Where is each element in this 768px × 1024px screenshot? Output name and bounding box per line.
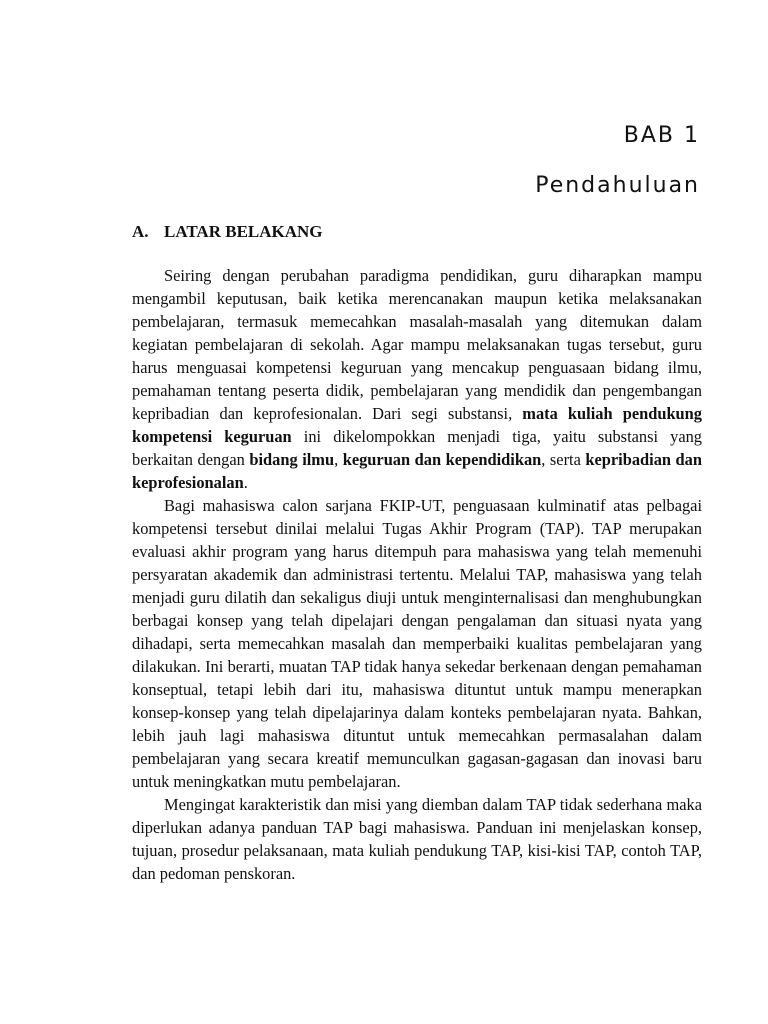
- paragraph-1-bold-2: bidang ilmu: [249, 450, 335, 469]
- section-heading: [132, 220, 323, 244]
- paragraph-1-text-2: ini dikelompokkan menjadi tiga, yaitu substansi yang berkaitan dengan: [132, 427, 703, 469]
- paragraph-1-text-3: ,: [334, 450, 343, 469]
- section-title: LATAR BELAKANG: [164, 222, 323, 241]
- paragraph-1: [132, 264, 702, 494]
- paragraph-1-text-4: , serta: [541, 450, 586, 469]
- paragraph-1-text-5: .: [243, 473, 248, 492]
- document-body: [132, 264, 702, 885]
- chapter-number: BAB 1: [623, 123, 700, 148]
- paragraph-2: Bagi mahasiswa calon sarjana FKIP-UT, penguasaan kulminatif atas pelbagai kompetensi tersebut dinilai melalui Tugas Akhir Program (TAP). TAP merupakan evaluasi akhir program yang harus ditempuh para mahasiswa yang telah memenuhi persyaratan akademik dan administrasi tertentu. Melalui TAP, mahasiswa yang telah menjadi guru dilatih dan sekaligus diuji untuk menginternalisasi dan menghubungkan berbagai konsep yang telah dipelajari dengan pengalaman dan situasi nyata yang dihadapi, serta memecahkan masalah dan memperbaiki kualitas pembelajaran yang dilakukan. Ini berarti, muatan TAP tidak hanya sekedar berkenaan dengan pemahaman konseptual, tetapi lebih dari itu, mahasiswa dituntut untuk mampu menerapkan konsep-konsep yang telah dipelajarinya dalam konteks pembelajaran nyata. Bahkan, lebih jauh lagi mahasiswa dituntut untuk memecahkan permasalahan dalam pembelajaran yang secara kreatif memunculkan gagasan-gagasan dan inovasi baru untuk meningkatkan mutu pembelajaran.: [132, 496, 702, 791]
- paragraph-1-bold-4: kepribadian dan keprofesionalan: [132, 450, 702, 492]
- chapter-title: Pendahuluan: [535, 173, 700, 198]
- paragraph-1-text-1: Seiring dengan perubahan paradigma pendidikan, guru diharapkan mampu mengambil keputusan, baik ketika merencanakan maupun ketika melaksanakan pembelajaran, termasuk memecahkan masalah-masalah yang ditemukan dalam kegiatan pembelajaran di sekolah. Agar mampu melaksanakan tugas tersebut, guru harus menguasai kompetensi keguruan yang mencakup penguasaan bidang ilmu, pemahaman tentang peserta didik, pembelajaran yang mendidik dan pengembangan kepribadian dan keprofesionalan. Dari segi substansi,: [132, 266, 702, 423]
- paragraph-1-bold-3: keguruan dan kependidikan: [342, 450, 542, 469]
- paragraph-3: Mengingat karakteristik dan misi yang diemban dalam TAP tidak sederhana maka diperlukan adanya panduan TAP bagi mahasiswa. Panduan ini menjelaskan konsep, tujuan, prosedur pelaksanaan, mata kuliah pendukung TAP, kisi-kisi TAP, contoh TAP, dan pedoman penskoran.: [132, 795, 702, 883]
- paragraph-1-bold-1: mata kuliah pendukung kompetensi keguruan: [132, 404, 702, 446]
- section-label: A.: [132, 222, 149, 241]
